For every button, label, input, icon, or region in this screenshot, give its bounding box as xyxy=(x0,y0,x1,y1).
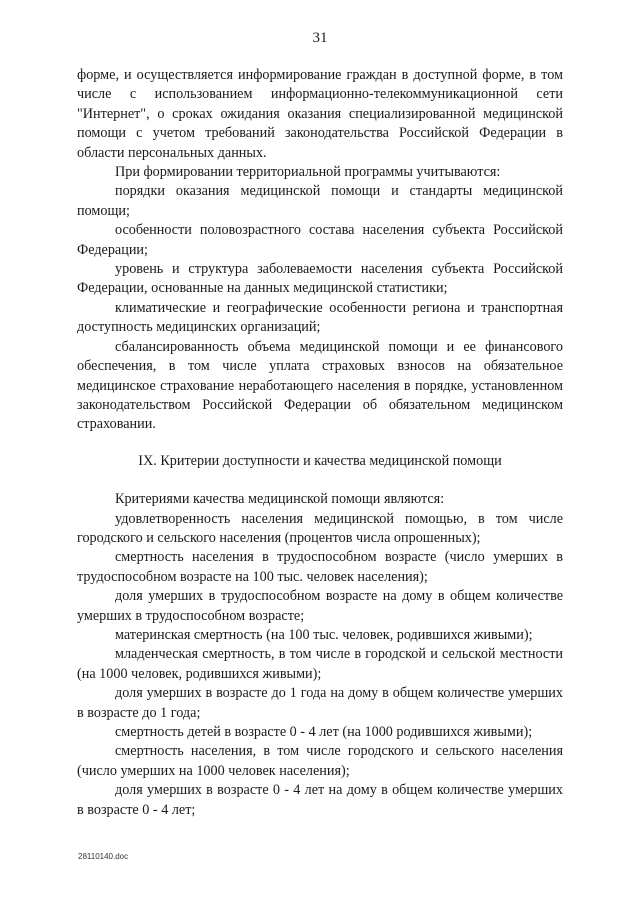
paragraph-care-standards: порядки оказания медицинской помощи и стандарты медицинской помощи; xyxy=(77,183,563,219)
list-item-under-one-home-deaths: доля умерших в возрасте до 1 года на дому в общем количестве умерших в возрасте до 1 года; xyxy=(77,685,563,721)
paragraph-continuation: форме, и осуществляется информирование граждан в доступной форме, в том числе с использованием информационно-телекоммуникационной сети "Интернет", о сроках ожидания оказания специализированной медицинской помощи с учетом требований законодательства Российской Федерации в области персональных данных. xyxy=(77,67,563,161)
list-item-population-mortality: смертность населения, в том числе городского и сельского населения (число умерших на 1000 человек населения); xyxy=(77,743,563,779)
list-item-child-mortality: смертность детей в возрасте 0 - 4 лет (на 1000 родившихся живыми); xyxy=(115,724,533,740)
paragraph-population-structure: особенности половозрастного состава населения субъекта Российской Федерации; xyxy=(77,222,563,258)
page-number: 31 xyxy=(312,30,328,46)
list-item-maternal-mortality: материнская смертность (на 100 тыс. человек, родившихся живыми); xyxy=(115,626,533,643)
paragraph-morbidity: уровень и структура заболеваемости населения субъекта Российской Федерации, основанные на данных медицинской статистики; xyxy=(77,261,563,297)
document-body xyxy=(77,66,563,820)
section-heading: IX. Критерии доступности и качества медицинской помощи xyxy=(138,452,502,469)
paragraph-climate-geography: климатические и географические особенности региона и транспортная доступность медицинских организаций; xyxy=(77,299,563,336)
paragraph-program-factors-intro: При формировании территориальной программы учитываются: xyxy=(115,164,501,181)
list-item-satisfaction: удовлетворенность населения медицинской помощью, в том числе городского и сельского населения (процентов числа опрошенных); xyxy=(77,510,563,546)
list-item-infant-mortality: младенческая смертность, в том числе в городской и сельской местности (на 1000 человек, родившихся живыми); xyxy=(77,646,563,682)
list-item-working-age-mortality: смертность населения в трудоспособном возрасте (число умерших в трудоспособном возрасте на 100 тыс. человек населения); xyxy=(77,549,563,585)
paragraph-quality-criteria-intro: Критериями качества медицинской помощи являются: xyxy=(115,491,445,508)
list-item-child-home-deaths: доля умерших в возрасте 0 - 4 лет на дому в общем количестве умерших в возрасте 0 - 4 лет; xyxy=(77,782,563,818)
paragraph-funding-balance: сбалансированность объема медицинской помощи и ее финансового обеспечения, в том числе уплата страховых взносов на обязательное медицинское страхование неработающего населения в порядке, установленном законодательством Российской Федерации об обязательном медицинском страховании. xyxy=(77,338,563,433)
list-item-working-age-home-deaths: доля умерших в трудоспособном возрасте на дому в общем количестве умерших в трудоспособном возрасте; xyxy=(77,588,563,624)
footer-file-code: 28110140.doc xyxy=(78,852,129,861)
